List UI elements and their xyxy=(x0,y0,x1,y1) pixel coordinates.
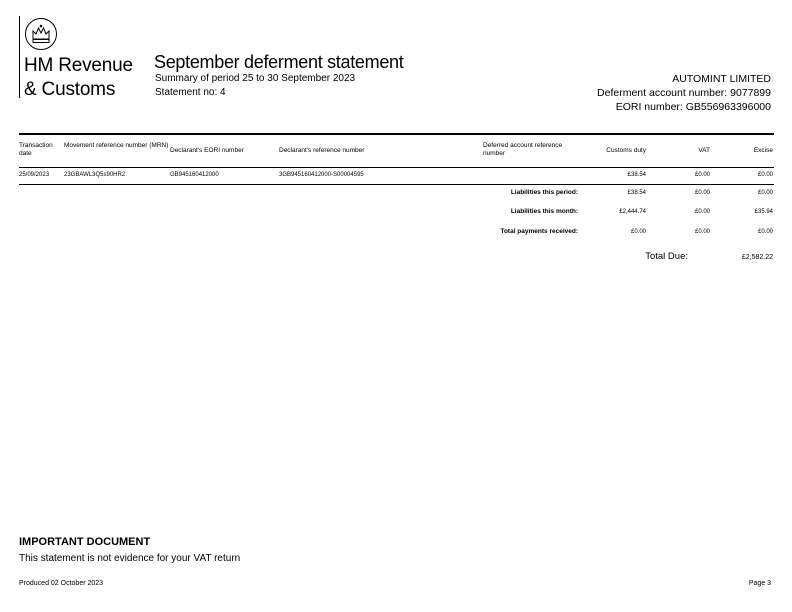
org-name-line2: & Customs xyxy=(24,79,116,100)
col-header-excise: Excise xyxy=(753,147,773,154)
page-number: Page 3 xyxy=(748,580,771,587)
summary-month-excise: £35.94 xyxy=(754,209,773,215)
summary-label-month: Liabilities this month: xyxy=(510,208,578,215)
page-title: September deferment statement xyxy=(154,52,404,72)
row-duty: £38.54 xyxy=(627,172,646,178)
summary-period-vat: £0.00 xyxy=(694,190,710,196)
table-top-rule xyxy=(19,133,774,135)
summary-month-duty: £2,444.74 xyxy=(619,209,646,215)
table-row-rule xyxy=(19,184,774,185)
account-number: Deferment account number: 9077899 xyxy=(597,87,771,99)
row-vat: £0.00 xyxy=(694,172,710,178)
period-summary: Summary of period 25 to 30 September 2023 xyxy=(155,73,356,84)
table-header-rule xyxy=(19,167,774,168)
col-header-ref: Declarant's reference number xyxy=(279,147,365,154)
total-due-value: £2,582.22 xyxy=(741,254,773,261)
company-name: AUTOMINT LIMITED xyxy=(672,73,771,85)
summary-payments-duty: £0.00 xyxy=(630,229,646,235)
row-excise: £0.00 xyxy=(757,172,773,178)
row-ref: 3GB945160412000-S00004595 xyxy=(279,172,364,178)
logo-divider xyxy=(19,16,20,98)
summary-label-payments: Total payments received: xyxy=(500,228,578,235)
royal-crest-icon xyxy=(24,17,58,51)
org-name-line1: HM Revenue xyxy=(24,55,133,76)
col-header-mrn: Movement reference number (MRN) xyxy=(64,142,169,149)
summary-label-period: Liabilities this period: xyxy=(510,189,578,196)
row-mrn: 23GBAWL3Q5s90HR2 xyxy=(64,172,126,178)
col-header-dan: Deferred account reference number xyxy=(483,142,563,157)
important-heading: IMPORTANT DOCUMENT xyxy=(19,536,151,548)
statement-number: Statement no: 4 xyxy=(155,87,226,98)
col-header-date: Transaction date xyxy=(19,142,53,157)
summary-payments-excise: £0.00 xyxy=(757,229,773,235)
col-header-eori: Declarant's EORI number xyxy=(170,147,244,154)
eori-number: EORI number: GB556963396000 xyxy=(615,101,771,113)
row-date: 25/09/2023 xyxy=(19,172,50,178)
row-eori: GB945160412000 xyxy=(170,172,219,178)
vat-notice: This statement is not evidence for your VAT return xyxy=(19,553,241,564)
produced-date: Produced 02 October 2023 xyxy=(19,580,104,587)
summary-period-duty: £38.54 xyxy=(627,190,646,196)
summary-month-vat: £0.00 xyxy=(694,209,710,215)
col-header-duty: Customs duty xyxy=(606,147,646,154)
col-header-vat: VAT xyxy=(698,147,710,154)
total-due-label: Total Due: xyxy=(645,251,688,262)
summary-payments-vat: £0.00 xyxy=(694,229,710,235)
summary-period-excise: £0.00 xyxy=(757,190,773,196)
